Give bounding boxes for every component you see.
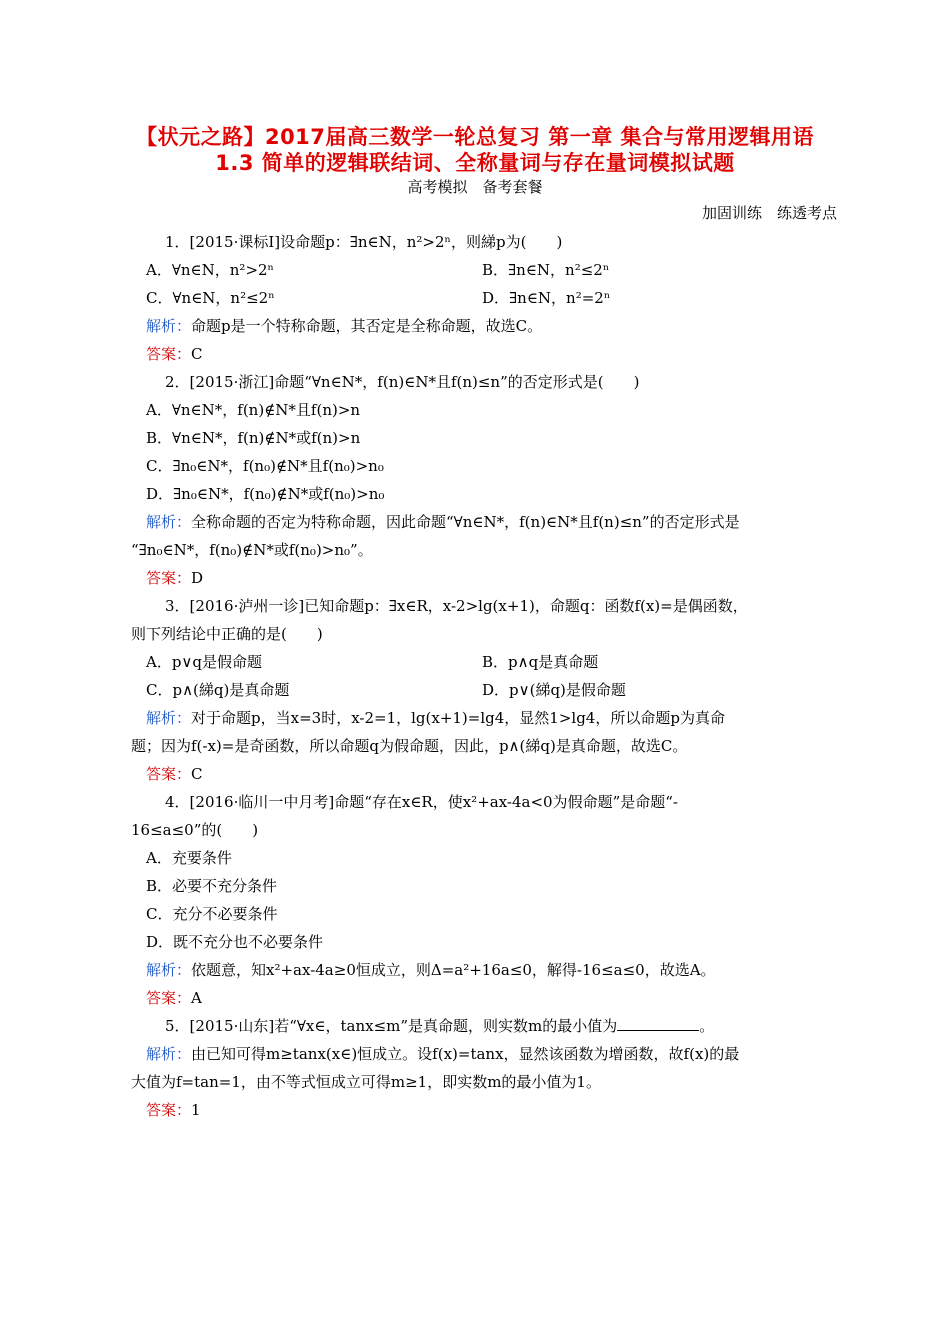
q4-option-b: B．必要不充分条件 [146,877,278,895]
document-title-line-1: 【状元之路】2017届高三数学一轮总复习 第一章 集合与常用逻辑用语 [135,125,815,149]
q4-explanation [146,960,716,980]
q5-answer-text: 1 [191,1101,201,1119]
q3-option-a: A．p∨q是假命题 [146,653,263,671]
q3-answer-text: C [191,765,203,783]
q1-stem: 1．[2015·课标Ⅰ]设命题p：∃n∈N，n²>2ⁿ，则綈p为( ) [165,233,563,251]
q1-answer [146,344,203,364]
q4-option-c: C．充分不必要条件 [146,905,278,923]
section-note: 加固训练 练透考点 [701,204,837,222]
answer-label: 答案： [146,765,192,783]
q3-option-c: C．p∧(綈q)是真命题 [146,681,290,699]
document-title-line-2: 1.3 简单的逻辑联结词、全称量词与存在量词模拟试题 [215,151,735,175]
answer-blank [617,1016,699,1031]
q5-stem-end: 。 [699,1017,715,1035]
q1-option-c: C．∀n∈N，n²≤2ⁿ [146,289,275,307]
explanation-label: 解析： [146,317,192,335]
answer-label: 答案： [146,1101,192,1119]
q1-answer-text: C [191,345,203,363]
q3-option-b: B．p∧q是真命题 [482,653,599,671]
q2-answer-text: D [191,569,204,587]
q2-explanation [146,512,740,532]
explanation-label: 解析： [146,513,192,531]
q4-answer-text: A [191,989,202,1007]
q5-stem-text: 5．[2015·山东]若“∀x∈，tanx≤m”是真命题，则实数m的最小值为 [165,1017,618,1035]
q2-option-d: D．∃n₀∈N*，f(n₀)∉N*或f(n₀)>n₀ [146,485,385,503]
q4-explanation-text: 依题意，知x²+ax-4a≥0恒成立，则Δ=a²+16a≤0，解得-16≤a≤0，故选A。 [191,961,716,979]
q2-answer [146,568,203,588]
q2-option-b: B．∀n∈N*，f(n)∉N*或f(n)>n [146,429,361,447]
q3-stem-1: 3．[2016·泸州一诊]已知命题p：∃x∈R，x-2>lg(x+1)，命题q：函数f(x)=是偶函数， [165,597,748,615]
q1-option-a: A．∀n∈N，n²>2ⁿ [146,261,275,279]
explanation-label: 解析： [146,709,192,727]
q2-explanation-text-1: 全称命题的否定为特称命题，因此命题“∀n∈N*，f(n)∈N*且f(n)≤n”的否定形式是 [191,513,740,531]
q4-stem-2: 16≤a≤0”的( ) [131,821,259,839]
q2-option-a: A．∀n∈N*，f(n)∉N*且f(n)>n [146,401,361,419]
explanation-label: 解析： [146,1045,192,1063]
q3-explanation-text-1: 对于命题p，当x=3时，x-2=1，lg(x+1)=lg4，显然1>lg4，所以命题p为真命 [191,709,725,727]
q3-stem-2: 则下列结论中正确的是( ) [131,625,323,643]
q1-explanation-text: 命题p是一个特称命题，其否定是全称命题，故选C。 [191,317,543,335]
q4-answer [146,988,202,1008]
q4-stem-1: 4．[2016·临川一中月考]命题“存在x∈R，使x²+ax-4a<0为假命题”是命题“- [165,793,678,811]
q1-option-d: D．∃n∈N，n²=2ⁿ [482,289,611,307]
q3-explanation-text-2: 题；因为f(-x)=是奇函数，所以命题q为假命题，因此，p∧(綈q)是真命题，故选C。 [131,737,688,755]
q1-explanation [146,316,542,336]
answer-label: 答案： [146,989,192,1007]
q5-answer [146,1100,201,1120]
q1-option-b: B．∃n∈N，n²≤2ⁿ [482,261,610,279]
q5-explanation-text-1: 由已知可得m≥tanx(x∈)恒成立。设f(x)=tanx，显然该函数为增函数，故f(x)的最 [191,1045,740,1063]
q3-explanation [146,708,725,728]
q2-stem: 2．[2015·浙江]命题“∀n∈N*，f(n)∈N*且f(n)≤n”的否定形式是( ) [165,373,640,391]
q2-explanation-text-2: “∃n₀∈N*，f(n₀)∉N*或f(n₀)>n₀”。 [131,541,373,559]
q2-option-c: C．∃n₀∈N*，f(n₀)∉N*且f(n₀)>n₀ [146,457,384,475]
q5-explanation [146,1044,739,1064]
q3-option-d: D．p∨(綈q)是假命题 [482,681,626,699]
q5-explanation-text-2: 大值为f=tan=1，由不等式恒成立可得m≥1，即实数m的最小值为1。 [131,1073,601,1091]
answer-label: 答案： [146,345,192,363]
explanation-label: 解析： [146,961,192,979]
q3-answer [146,764,203,784]
q5-stem [165,1016,714,1036]
q4-option-a: A．充要条件 [146,849,232,867]
answer-label: 答案： [146,569,192,587]
q4-option-d: D．既不充分也不必要条件 [146,933,324,951]
document-subtitle: 高考模拟 备考套餐 [407,178,543,196]
